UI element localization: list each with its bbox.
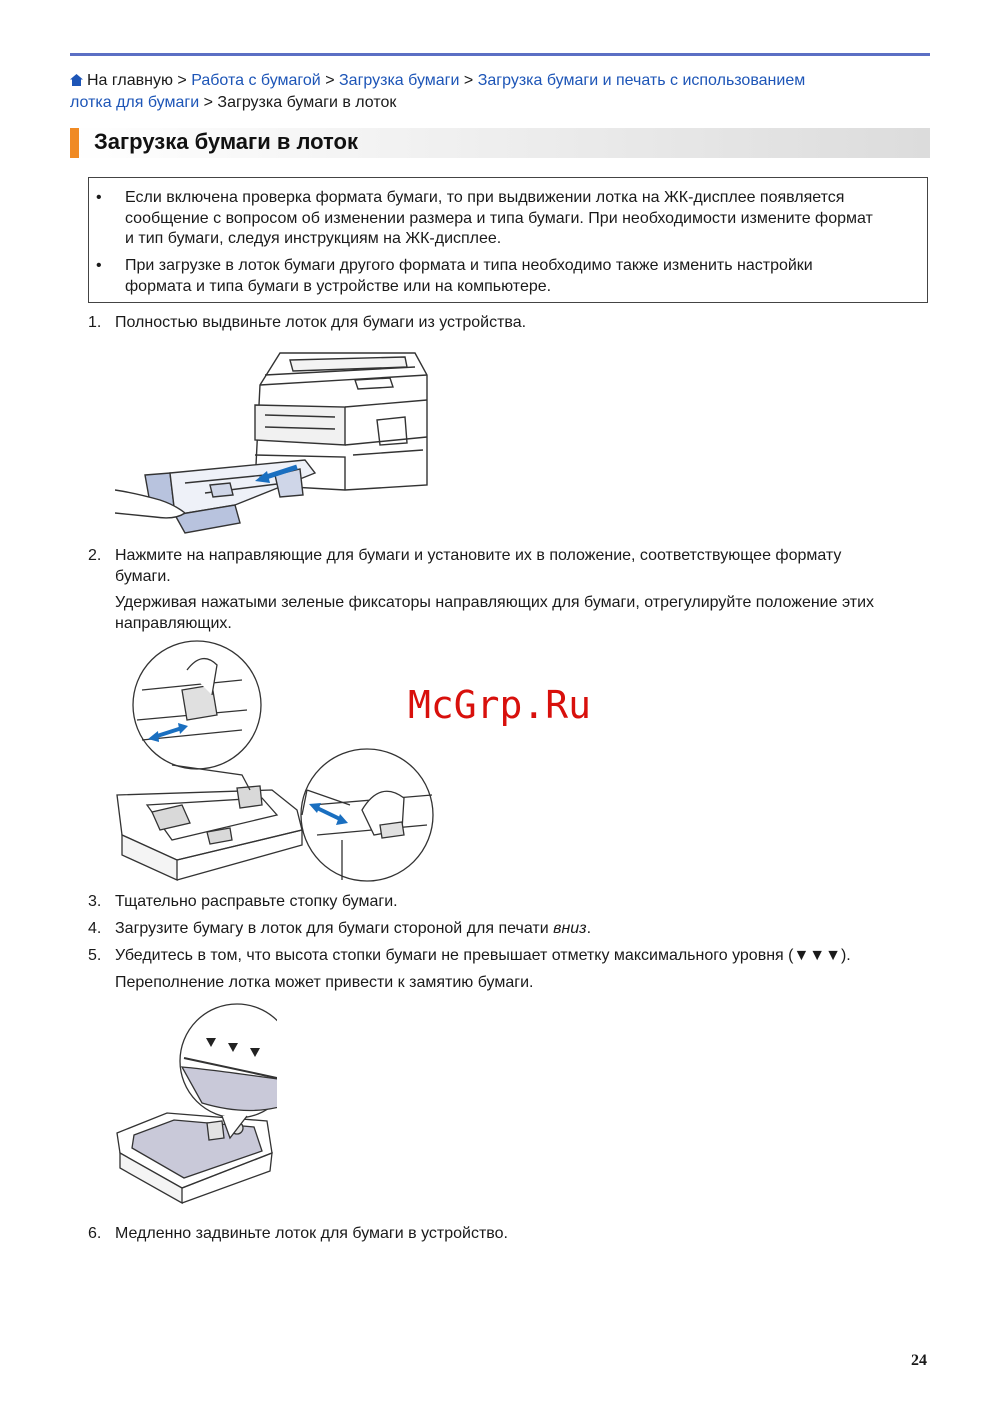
step-number: 1. [88,314,102,331]
title-accent [70,128,79,158]
step-2-detail [115,593,925,634]
step-number: 4. [88,920,102,937]
breadcrumb-separator: > [325,72,335,89]
step-text: Тщательно расправьте стопку бумаги. [115,893,398,910]
breadcrumb-current: Загрузка бумаги в лоток [217,94,397,111]
step-number: 6. [88,1225,102,1242]
breadcrumb-link-load-and-print-cont[interactable]: лотка для бумаги [70,94,200,111]
step-text: Медленно задвиньте лоток для бумаги в устройство. [115,1225,508,1242]
breadcrumb-line-2 [70,92,930,114]
breadcrumb-separator: > [177,72,187,89]
step-emphasis: вниз [553,920,587,937]
note-line: сообщение с вопросом об изменении размера и типа бумаги. При необходимости измените формат [125,209,873,227]
max-level-illustration [112,1003,277,1208]
detail-text: Удерживая нажатыми зеленые фиксаторы направляющих для бумаги, отрегулируйте положение этих [115,594,875,611]
home-icon[interactable] [70,74,83,86]
breadcrumb [70,70,930,114]
step-text: Нажмите на направляющие для бумаги и установите их в положение, соответствующее формату [115,547,842,564]
header-rule [70,53,930,56]
breadcrumb-home[interactable]: На главную [87,72,173,89]
note-box [88,177,928,303]
breadcrumb-separator: > [203,94,213,111]
breadcrumb-line-1 [70,70,930,92]
step-number: 5. [88,947,102,964]
step-number: 2. [88,547,102,564]
note-line: и тип бумаги, следуя инструкциям на ЖК-дисплее. [125,230,502,247]
step-number: 3. [88,893,102,910]
step-text: Загрузите бумагу в лоток для бумаги стороной для печати [115,920,554,937]
page-number: 24 [911,1352,927,1369]
step-text: Убедитесь в том, что высота стопки бумаги не превышает отметку максимального уровня (▼▼▼). [115,947,851,964]
bullet: • [96,189,102,206]
note-line: При загрузке в лоток бумаги другого формата и типа необходимо также изменить настройки [125,257,813,274]
step-text: . [586,920,592,937]
breadcrumb-separator: > [463,72,474,89]
step-text: Полностью выдвиньте лоток для бумаги из устройства. [115,314,527,331]
page-title: Загрузка бумаги в лоток [94,129,358,154]
step-5-detail: Переполнение лотка может привести к замятию бумаги. [115,974,534,991]
breadcrumb-link-load-and-print[interactable]: Загрузка бумаги и печать с использованием [477,72,806,89]
breadcrumb-link-load-paper[interactable]: Загрузка бумаги [339,72,460,89]
note-line: Если включена проверка формата бумаги, то при выдвижении лотка на ЖК-дисплее появляется [125,189,845,206]
printer-tray-illustration [115,345,435,545]
note-line: формата и типа бумаги в устройстве или на компьютере. [125,277,552,295]
bullet: • [96,257,102,274]
step-text: бумаги. [115,567,171,585]
page-title-bar [70,128,930,158]
breadcrumb-link-paper-handling[interactable]: Работа с бумагой [191,72,321,89]
detail-text: направляющих. [115,614,232,632]
paper-guides-illustration [112,640,442,885]
watermark: McGrp.Ru [408,683,592,727]
